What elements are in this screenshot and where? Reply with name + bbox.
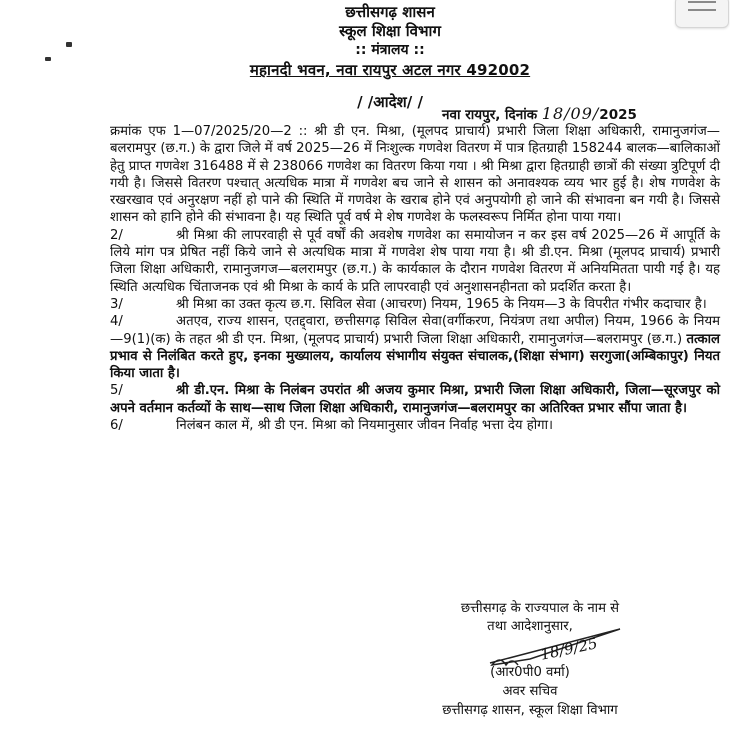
paragraph-number: 5/ (110, 383, 123, 399)
signatory-designation: अवर सचिव (502, 684, 558, 699)
signatory-name: (आर0पी0 वर्मा) (490, 665, 570, 680)
department-name: स्कूल शिक्षा विभाग (339, 22, 441, 40)
address-line: महानदी भवन, नवा रायपुर अटल नगर 492002 (249, 61, 531, 79)
signature-date: 18/9/25 (538, 634, 600, 664)
paragraph-bold-text: तत्काल प्रभाव से निलंबित करते हुए, इनका मुख्यालय, कार्यालय संभागीय संयुक्त संचालक,(शिक्षा संभाग) सरगुजा(अम्बिकापुर) नियत किया जाता है। (110, 331, 720, 382)
authority-line-1: छत्तीसगढ़ के राज्यपाल के नाम से (460, 601, 620, 616)
paragraph-text: श्री मिश्रा का उक्त कृत्य छ.ग. सिविल सेवा (आचरण) नियम, 1965 के नियम—3 के विपरीत गंभीर कदाचार है। (176, 296, 707, 312)
paragraph-number: 2/ (110, 227, 123, 243)
paragraph-number: 4/ (110, 314, 123, 330)
order-title: / /आदेश/ / (357, 93, 423, 111)
paragraph-3 (110, 296, 720, 313)
paragraph-text: क्रमांक एफ 1—07/2025/20—2 :: श्री डी एन. मिश्रा, (मूलपद प्राचार्य) प्रभारी जिला शिक्षा अधिकारी, रामानुजगंज—बलरामपुर (छ.ग.) के द्वारा जिले में वर्ष 2025—26 में निःशुल्क गणवेश वितरण में पात्र हितग्राही 158244 बालक—बालिकाओं हेतु प्राप्त गणवेश 316488 में से 238066 गणवेश का वितरण किया गया । श्री मिश्रा द्वारा हितग्राही छात्रों की संख्या त्रुटिपूर्ण दी गयी है। जिससे वितरण पश्चात् अत्यधिक मात्रा में गणवेश बच जाने से शासन को अनावश्यक व्यय भार हुई है। शेष गणवेश के रखरखाव एवं अनुरक्षण नहीं हो पाने की स्थिति में गणवेश के खराब होने एवं अनुपयोगी हो जाने की संभावना बन गयी है। जिससे शासन को हानि होने की संभावना है। यह स्थिति पूर्व वर्ष मे शेष गणवेश के फलस्वरूप निर्मित होना पाया गया। (110, 124, 720, 226)
paragraph-1 (110, 123, 720, 227)
paragraph-text: अतएव, राज्य शासन, एतद्द्वारा, छत्तीसगढ़ सिविल सेवा(वर्गीकरण, नियंत्रण तथा अपील) नियम, 1966 के नियम—9(1)(क) के तहत श्री डी एन. मिश्रा, (मूलपद प्राचार्य) प्रभारी जिला शिक्षा अधिकारी, रामानुजगंज—बलरामपुर (छ.ग.) (110, 314, 720, 347)
place-date (442, 104, 637, 123)
menu-button[interactable] (675, 0, 729, 28)
date-year: 2025 (599, 107, 637, 123)
order-body (110, 123, 720, 434)
handwritten-date: 18/09/ (541, 104, 600, 123)
paragraph-number: 6/ (110, 418, 123, 434)
paragraph-bold-text: श्री डी.एन. मिश्रा के निलंबन उपरांत श्री अजय कुमार मिश्रा, प्रभारी जिला शिक्षा अधिकारी, जिला—सूरजपुर को अपने वर्तमान कर्तव्यों के साथ—साथ जिला शिक्षा अधिकारी, रामानुजगंज—बलरामपुर का अतिरिक्त प्रभार सौंपा जाता है। (110, 383, 720, 416)
paragraph-6 (110, 417, 720, 434)
ministry-label: :: मंत्रालय :: (355, 42, 425, 58)
signatory-office: छत्तीसगढ़ शासन, स्कूल शिक्षा विभाग (442, 703, 618, 718)
paragraph-2 (110, 227, 720, 296)
authority-line-2: तथा आदेशानुसार, (487, 619, 573, 634)
place-label: नवा रायपुर, दिनांक (442, 107, 538, 123)
signatory-block (380, 663, 680, 720)
paragraph-5 (110, 382, 720, 417)
paragraph-text: निलंबन काल में, श्री डी एन. मिश्रा को नियमानुसार जीवन निर्वाह भत्ता देय होगा। (176, 418, 553, 434)
paragraph-number: 3/ (110, 296, 123, 312)
scan-speck (66, 42, 72, 47)
government-name: छत्तीसगढ़ शासन (345, 3, 435, 21)
paragraph-4 (110, 313, 720, 382)
paragraph-text: श्री मिश्रा की लापरवाही से पूर्व वर्षों की अवशेष गणवेश का समायोजन न कर इस वर्ष 2025—26 में आपूर्ति के लिये मांग पत्र प्रेषित नहीं किये जाने से अत्यधिक मात्रा में गणवेश शेष पाया गया है। श्री डी.एन. मिश्रा (मूलपद प्राचार्य) प्रभारी जिला शिक्षा अधिकारी, रामानुजगज—बलरामपुर (छ.ग.) के कार्यकाल के दौरान गणवेश वितरण में अनियमितता पायी गई है। यह स्थिति अत्यधिक चिंताजनक एवं श्री मिश्रा के कार्य के प्रति लापरवाही एवं अनुशासनहीनता को प्रदर्शित करता है। (110, 227, 720, 295)
scan-speck (45, 57, 51, 61)
